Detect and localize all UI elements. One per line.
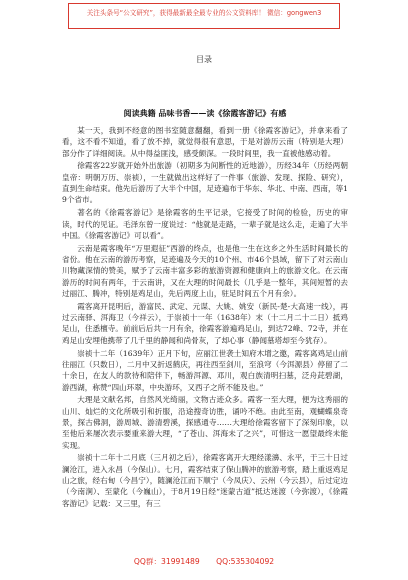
qq-number: QQ:535304092	[216, 557, 275, 566]
body-paragraph: 大理是文献名邦，自然风光绮丽，文物古迹众多。霞客一至大理，便为这秀丽的山川、灿烂的文化所吸引和折服，沿途搜奇访胜，诵吟不绝。由此至南，观蝴蝶泉奇景，探古佛洞，游周城、游清碧溪，探感通寺……大理给徐霞客留下了深刻印象，以至他后来屡次表示要重来游大理，“了苍山、洱海未了之兴”，可惜这一愿望最终未能实现。	[62, 395, 348, 450]
body-paragraph: 霞客离开昆明后，游富民、武定、元谋、大姚、姚安（新民-楚-大高速一线），再过云南驿、洱海卫（今祥云），于崇祯十一年（1638年）末（十二月二十二日）抵鸡足山，住悉檀寺。前前后后共一月有余，徐霞客游遍鸡足山，到达72峰、72寺，并在鸡足山安埋他携带了几千里的静闻和尚骨灰，了却心事（静闻墓塔却至今犹存）。	[62, 301, 348, 345]
body-paragraph: 著名的《徐霞客游记》是徐霞客的生平记录，它接受了时间的检验，历史的审读，时代的见证。毛泽东曾一度说过：“他就是走路，一辈子就是这么走，走遍了大半中国。《徐霞客游记》可以看”。	[62, 208, 348, 240]
body-paragraph: 某一天，我到不经意的图书室随意翻翻，看到一册《徐霞客游记》，并拿来看了看，这不看不知道，看了放不掉，就觉得很有意思，于是对游历云南（特别是大理）部分作了详细阅读。从中得益匪浅，感受颇深。一段时间里，我一直被他感动着。	[62, 126, 348, 158]
body-paragraph: 徐霞客22岁就开始外出旅游（初期多为间断性的近地游），历经34年（历经两朝皇帝：明朝万历、崇祯），一生就做出这样好了一件事（旅游、发现、探险、研究），直到生命结束。他先后游历了大半个中国，足迹遍布于华东、华北、中南、西南，等19个省市。	[62, 161, 348, 205]
body-paragraph: 崇祯十二年（1639年）正月下旬，应丽江世袭土知府木增之邀，霞客离鸡足山前往丽江（只数日），二月中又折返鹤庆，再往西至剑川，至浪穹（今洱源县）停留了二十余日，在友人的款待和陪伴下，畅游洱源、邓川，观白族清明扫墓，泛舟茈碧湖，游西湖，称赞“四山环翠，中央游环，又西子之所不能及也。”	[62, 348, 348, 392]
body-paragraph: 崇祯十二年十二月底（三月初之后），徐霞客离开大理经漾濞、永平，于三十日过澜沧江，进入永昌（今保山）。七月，霞客结束了保山腾冲的旅游考察，踏上重返鸡足山之旅，经右甸（今昌宁），随澜沧江而下顺宁（今凤庆）、云州（今云县），后过定边（今南涧）、至蒙化（今巍山），于8月19日经“迷蒙古道”抵达迷渡（今弥渡），《徐霞客游记》记载：又三里，有三	[62, 453, 348, 508]
contact-footer	[0, 557, 408, 567]
article-body	[62, 125, 348, 555]
article-title: 阅读典籍 品味书香——读《徐霞客游记》有感	[123, 108, 287, 118]
toc-heading: 目录	[196, 55, 212, 64]
promo-banner	[68, 3, 340, 29]
qq-group-number: QQ群：31991489	[133, 557, 200, 566]
promo-banner-text: 关注头条号“公文研究”，获得最新最全最专业的公文资料库！ 微信：gongwen3	[86, 9, 322, 17]
body-paragraph: 云南是霞客晚年“万里遐征”西游的终点，也是他一生在这乡之外生活时间最长的省份。他在云南的游历考察，足迹遍及今天的10个州、市46个县域，留下了对云南山川物藏深情的赞美，赋予了云南丰富多彩的旅游资源和健康向上的旅游文化。在云南游历的时间有两年，于云南讲，又在大理的时间最长（几乎是一整年，其间短暂的去过丽江、腾冲，特别是鸡足山，先后两度上山，驻足时间五个月有余）。	[62, 243, 348, 298]
